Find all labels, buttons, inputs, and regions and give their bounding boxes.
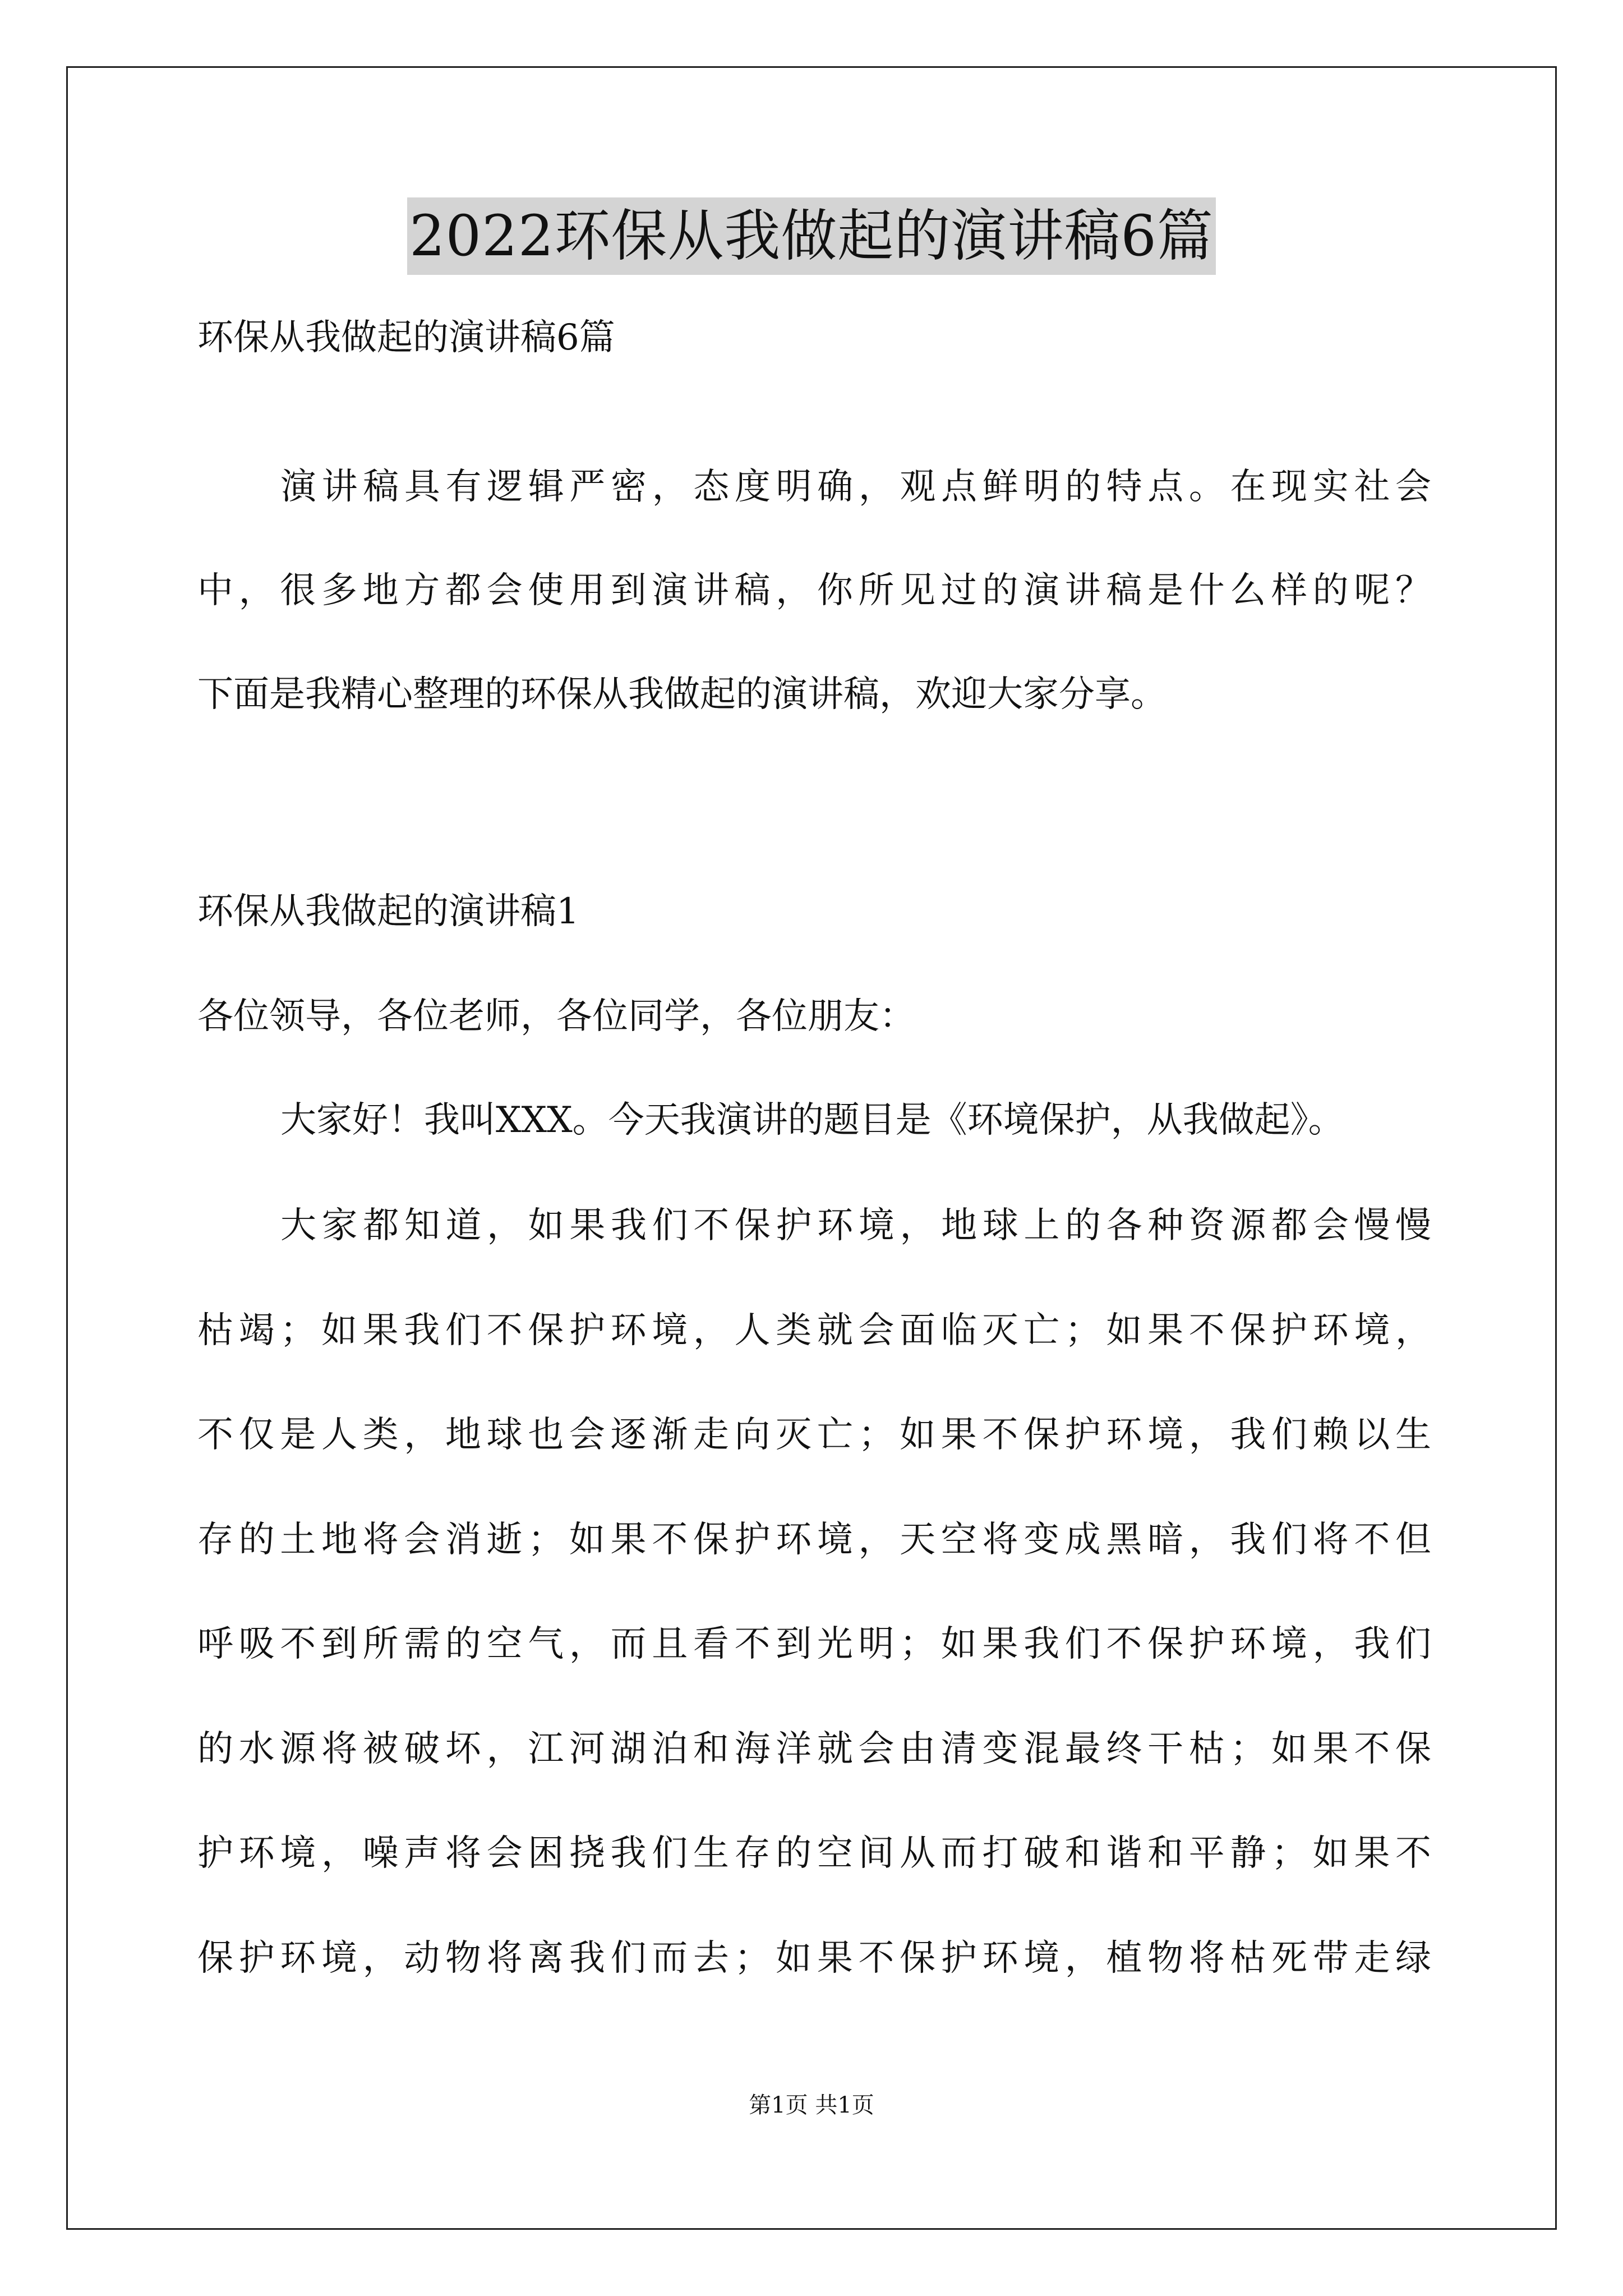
paragraph-line: 枯竭；如果我们不保护环境，人类就会面临灭亡；如果不保护环境，: [197, 1310, 1431, 1351]
paragraph-line: 下面是我精心整理的环保从我做起的演讲稿，欢迎大家分享。: [197, 674, 1166, 715]
paragraph-line: 演讲稿具有逻辑严密，态度明确，观点鲜明的特点。在现实社会: [280, 466, 1431, 508]
title-container: [0, 197, 1623, 275]
paragraph-line: 护环境，噪声将会困挠我们生存的空间从而打破和谐和平静；如果不: [197, 1833, 1431, 1874]
page-border: [66, 66, 1557, 2230]
paragraph-line: 的水源将被破坏，江河湖泊和海洋就会由清变混最终干枯；如果不保: [197, 1728, 1431, 1770]
paragraph-line: 大家都知道，如果我们不保护环境，地球上的各种资源都会慢慢: [280, 1205, 1431, 1246]
paragraph-line: 保护环境，动物将离我们而去；如果不保护环境，植物将枯死带走绿: [197, 1938, 1431, 1979]
document-title: 2022环保从我做起的演讲稿6篇: [407, 197, 1216, 275]
subtitle-line: 环保从我做起的演讲稿6篇: [197, 317, 615, 358]
paragraph-line: 大家好！我叫XXX。今天我演讲的题目是《环境保护，从我做起》。: [280, 1099, 1344, 1141]
paragraph-line: 存的土地将会消逝；如果不保护环境，天空将变成黑暗，我们将不但: [197, 1519, 1431, 1561]
salutation-line: 各位领导，各位老师，各位同学，各位朋友：: [197, 996, 915, 1037]
paragraph-line: 不仅是人类，地球也会逐渐走向灭亡；如果不保护环境，我们赖以生: [197, 1414, 1431, 1456]
paragraph-line: 呼吸不到所需的空气，而且看不到光明；如果我们不保护环境，我们: [197, 1623, 1431, 1665]
paragraph-line: 中，很多地方都会使用到演讲稿，你所见过的演讲稿是什么样的呢？: [197, 570, 1431, 611]
page-number-footer: 第1页 共1页: [749, 2092, 874, 2118]
section-heading: 环保从我做起的演讲稿1: [197, 891, 579, 932]
